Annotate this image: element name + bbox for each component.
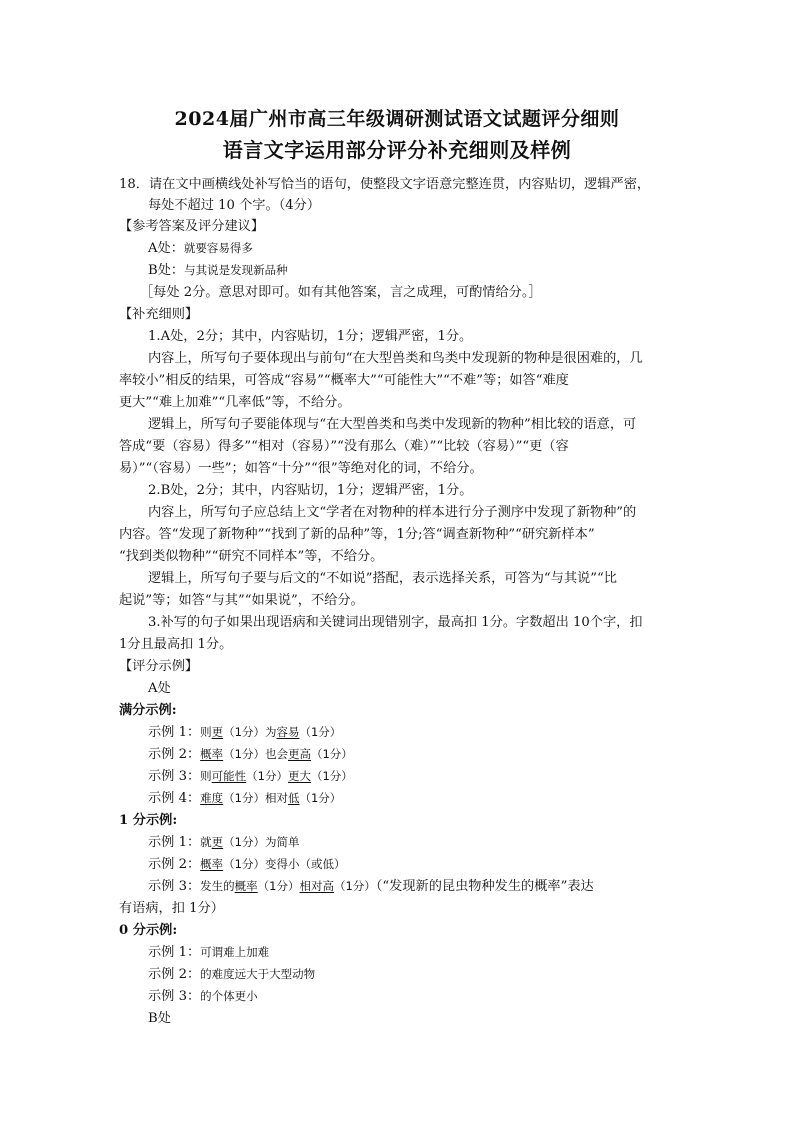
- full-example-1: 示例 1：则更（1分）为容易（1分）: [148, 725, 342, 740]
- example-label: 示例 3：: [148, 879, 201, 894]
- rule-2-content-line: 内容上，所写句子应总结上文“学者在对物种的样本进行分子测序中发现了新物种”的: [148, 505, 637, 520]
- answer-b-label: B处：: [148, 263, 185, 278]
- one-point-heading: 1 分示例:: [119, 813, 178, 828]
- rule-1-logic-line: 逻辑上，所写句子要能体现与“在大型兽类和鸟类中发现新的物种”相比较的语意，可: [148, 417, 637, 432]
- zero-point-example-3: 示例 3：的个体更小: [148, 989, 258, 1004]
- answer-a-text: 就要容易得多: [183, 241, 253, 255]
- example-note: （“发现新的昆虫物种发生的概率”表达: [375, 879, 594, 894]
- example-label: 示例 1：: [148, 725, 201, 740]
- answer-a-label: A处：: [148, 241, 184, 256]
- full-example-2: 示例 2：概率（1分）也会更高（1分）: [148, 747, 353, 762]
- question-18-text-cont: 每处不超过 10 个字。（4分）: [148, 198, 321, 213]
- document-subtitle: 语言文字运用部分评分补充细则及样例: [222, 138, 572, 162]
- one-point-example-3: 示例 3：发生的概率（1分）相对高（1分）（“发现新的昆虫物种发生的概率”表达: [148, 879, 594, 894]
- section-a-label: A处: [148, 681, 171, 696]
- answer-b-text: 与其说是发现新品种: [184, 263, 288, 277]
- rule-1-logic-line: 答成“要（容易）得多”“相对（容易）”“没有那么（难）”“比较（容易）”“更（容: [119, 439, 569, 454]
- rule-2-logic-line: 起说”等；如答“与其”“如果说”，不给分。: [119, 593, 364, 608]
- example-label: 示例 4：: [148, 791, 201, 806]
- example-label: 示例 1：: [148, 945, 201, 960]
- zero-point-heading: 0 分示例:: [119, 923, 178, 938]
- rule-2-content-line: 内容。答“发现了新物种”“找到了新的品种”等，1分;答“调查新物种”“研究新样本”: [119, 527, 595, 542]
- rule-2-logic-line: 逻辑上，所写句子要与后文的“不如说”搭配，表示选择关系，可答为“与其说”“比: [148, 571, 617, 586]
- one-point-example-2: 示例 2：概率（1分）变得小（或低）: [148, 857, 346, 872]
- answer-note: ［每处 2分。意思对即可。如有其他答案，言之成理，可酌情给分。］: [140, 285, 542, 300]
- answer-b: [148, 262, 288, 279]
- rule-2: 2.B处，2分；其中，内容贴切，1分；逻辑严密，1分。: [148, 483, 473, 498]
- rule-3: 3.补写的句子如果出现语病和关键词出现错别字，最高扣 1分。字数超出 10个字，扣: [148, 615, 643, 630]
- rule-1-content-line: 内容上，所写句子要体现出与前句“在大型兽类和鸟类中发现新的物种是很困难的，几: [148, 351, 643, 366]
- rule-1-logic-line: 易）”“（容易）一些”；如答“十分”“很”等绝对化的词，不给分。: [119, 461, 483, 476]
- example-label: 示例 3：: [148, 989, 201, 1004]
- rule-1-content-line: 更大”“难上加难”“几率低”等，不给分。: [119, 395, 351, 410]
- zero-point-example-2: 示例 2：的难度远大于大型动物: [148, 967, 316, 982]
- full-example-3: 示例 3：则可能性（1分）更大（1分）: [148, 769, 353, 784]
- example-label: 示例 2：: [148, 857, 201, 872]
- section-b-label: B处: [148, 1011, 171, 1026]
- example-label: 示例 1：: [148, 835, 201, 850]
- full-score-heading: 满分示例:: [119, 703, 177, 718]
- examples-heading: 【评分示例】: [119, 659, 199, 674]
- document-title: 2024届广州市高三年级调研测试语文试题评分细则: [174, 108, 620, 130]
- reference-answer-heading: 【参考答案及评分建议】: [119, 219, 265, 234]
- rule-3-cont: 1分且最高扣 1分。: [119, 637, 233, 652]
- supplement-heading: 【补充细则】: [119, 307, 199, 322]
- rule-1: 1.A处，2分；其中，内容贴切，1分；逻辑严密，1分。: [148, 329, 473, 344]
- question-18-text: 18．请在文中画横线处补写恰当的语句，使整段文字语意完整连贯，内容贴切，逻辑严密，: [119, 177, 651, 192]
- rule-2-content-line: “找到类似物种”“研究不同样本”等，不给分。: [119, 549, 384, 564]
- rule-1-content-line: 率较小”相反的结果，可答成“容易”“概率大”“可能性大”“不难”等；如答“难度: [119, 373, 569, 388]
- example-label: 示例 2：: [148, 967, 201, 982]
- one-point-example-3-note: 有语病，扣 1分）: [119, 901, 224, 916]
- full-example-4: 示例 4：难度（1分）相对低（1分）: [148, 791, 342, 806]
- answer-a: [148, 240, 253, 257]
- example-label: 示例 3：: [148, 769, 201, 784]
- example-label: 示例 2：: [148, 747, 201, 762]
- zero-point-example-1: 示例 1：可谓难上加难: [148, 945, 270, 960]
- one-point-example-1: 示例 1：就更（1分）为简单: [148, 835, 300, 850]
